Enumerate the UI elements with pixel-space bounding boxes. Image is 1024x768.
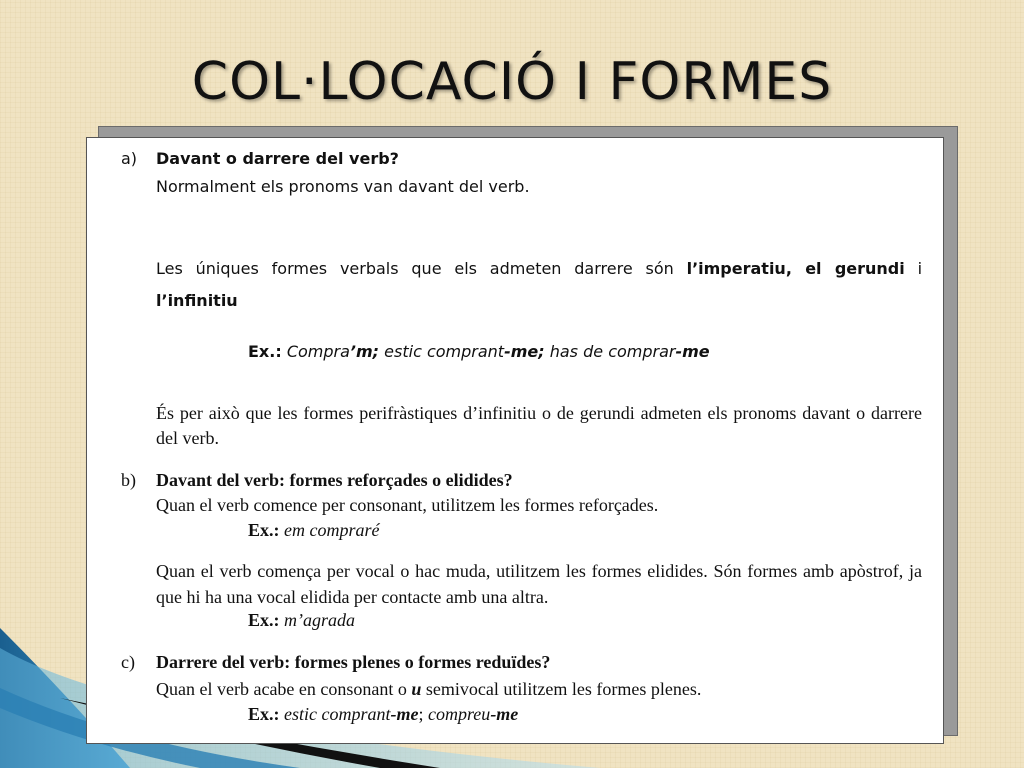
section-c-line1 [156, 679, 701, 700]
example-1: Compra [286, 342, 350, 361]
slide-title: COL·LOCACIÓ I FORMES [191, 52, 833, 112]
section-b-line1: Quan el verb comence per consonant, utilitzem les formes reforçades. [156, 495, 659, 515]
content-panel [86, 137, 944, 744]
section-b-example-1 [248, 520, 379, 541]
section-a-example [248, 342, 710, 361]
example-c: compreu [427, 704, 491, 724]
example-2: estic comprant [384, 342, 505, 361]
example-sep: ; [418, 704, 428, 724]
example-3: has de comprar [549, 342, 676, 361]
para2-prefix: Les úniques formes verbals que els admeten darrere són [156, 259, 687, 278]
example-label: Ex.: [248, 520, 280, 540]
para2-suffix: i [904, 259, 923, 278]
line1-b: semivocal utilitzem les formes plenes. [421, 679, 702, 699]
section-c-heading: Darrere del verb: formes plenes o formes reduïdes? [156, 652, 551, 672]
example-text: m’agrada [284, 610, 355, 630]
section-b-para2: Quan el verb comença per vocal o hac muda, utilitzem les formes elidides. Són formes amb apòstrof, ja que hi ha una vocal elidida per contacte amb una altra. [156, 561, 922, 607]
example-a: estic comprant [284, 704, 391, 724]
section-a-para2 [156, 259, 922, 278]
example-b: -me [390, 704, 419, 724]
line1-u: u [411, 679, 422, 699]
para2-bold: l’imperatiu, el gerundi [686, 259, 905, 278]
section-b-marker: b) [121, 470, 136, 490]
section-a-para3: És per això que les formes perifràstiques d’infinitiu o de gerundi admeten els pronoms davant o darrere del verb. [156, 403, 922, 448]
example-1-pronoun: ’m; [349, 342, 380, 361]
example-3-pronoun: -me [675, 342, 710, 361]
section-a-heading: Davant o darrere del verb? [156, 149, 399, 168]
section-c-example [248, 704, 518, 725]
example-label: Ex.: [248, 342, 282, 361]
section-b-heading: Davant del verb: formes reforçades o elidides? [156, 470, 513, 490]
section-a-line1: Normalment els pronoms van davant del verb. [156, 177, 530, 196]
section-a-para2-line2: l’infinitiu [156, 291, 238, 310]
line1-a: Quan el verb acabe en consonant o [156, 679, 412, 699]
example-d: -me [490, 704, 519, 724]
example-text: em compraré [284, 520, 380, 540]
example-label: Ex.: [248, 610, 280, 630]
section-a-marker: a) [121, 149, 138, 168]
example-2-pronoun: -me; [504, 342, 545, 361]
example-label: Ex.: [248, 704, 280, 724]
section-b-example-2 [248, 610, 355, 631]
section-c-marker: c) [121, 652, 135, 672]
